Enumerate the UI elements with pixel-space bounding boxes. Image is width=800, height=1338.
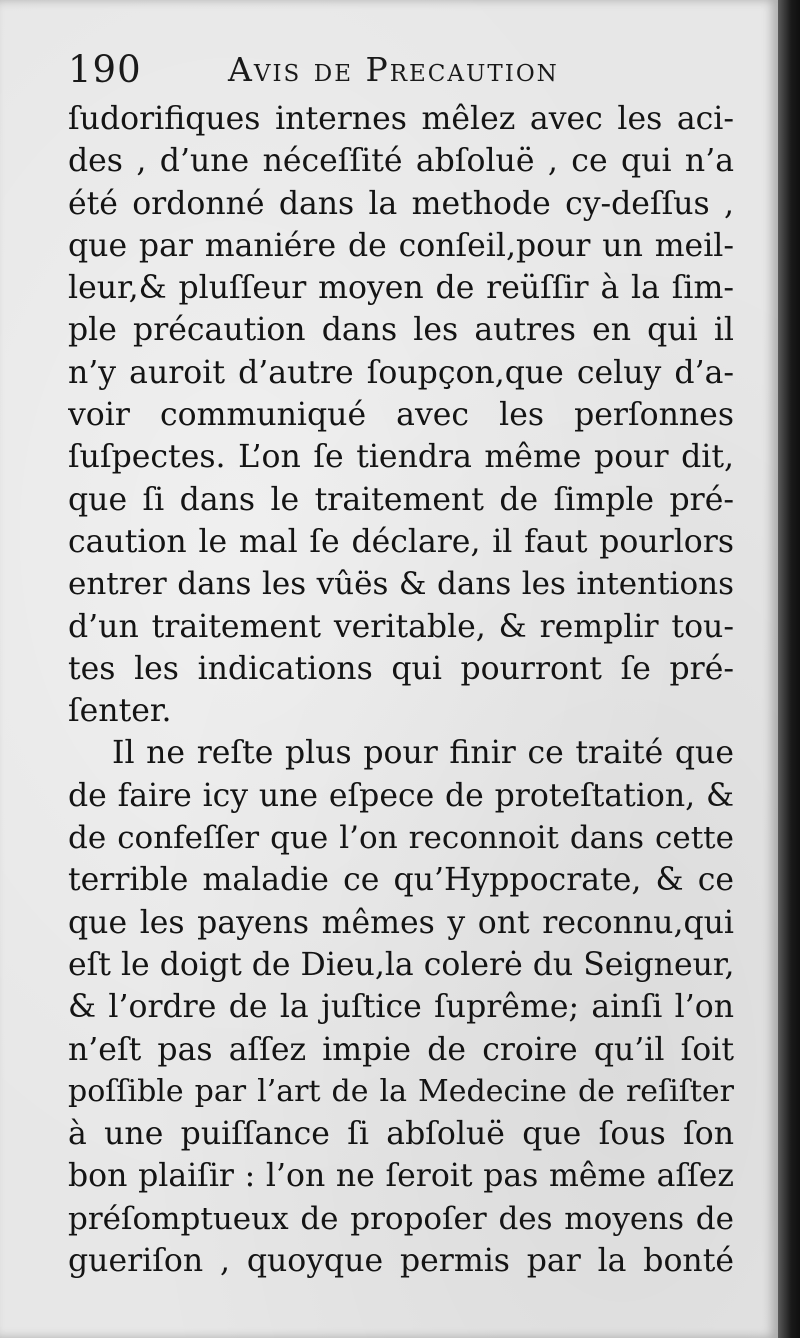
text-line: gueriſon , quoyque permis par la bonté — [68, 1243, 734, 1280]
body-text — [68, 98, 734, 1282]
text-line: n’eſt pas aſſez impie de croire qu’il ſoit — [68, 1031, 734, 1068]
text-line: bon plaiſir : l’on ne ſeroit pas même aſſez — [68, 1158, 734, 1195]
text-line: caution le mal ſe déclare, il faut pourlors — [68, 523, 734, 560]
paragraph-2 — [68, 732, 734, 1282]
text-line: poſſible par l’art de la Medecine de reſiſter — [68, 1073, 734, 1109]
text-line: & l’ordre de la juſtice ſuprême; ainſi l’on — [68, 989, 734, 1026]
text-line: tes les indications qui pourront ſe pré- — [68, 650, 734, 687]
text-line: leur,& pluſſeur moyen de reüſſir à la ſim- — [68, 270, 734, 307]
paragraph-1 — [68, 98, 734, 732]
text-line: Il ne reſte plus pour finir ce traité que — [112, 735, 734, 772]
text-line: voir communiqué avec les perſonnes — [68, 397, 734, 434]
text-line: de faire icy une eſpece de proteſtation, & — [68, 777, 734, 814]
text-line: à une puiſſance ſi abſoluë que ſous ſon — [68, 1116, 734, 1153]
text-line: que par maniére de conſeil,pour un meil- — [68, 227, 734, 264]
page-number: 190 — [68, 48, 142, 91]
text-line: été ordonné dans la methode cy-deſſus , — [68, 185, 734, 222]
text-line: préſomptueux de propoſer des moyens de — [68, 1200, 734, 1237]
text-line: que ſi dans le traitement de ſimple pré- — [68, 481, 734, 518]
text-line: ſuſpectes. L’on ſe tiendra même pour dit, — [68, 439, 734, 476]
page-header — [68, 44, 628, 96]
book-gutter-shadow — [778, 0, 800, 1338]
text-line: entrer dans les vûës & dans les intentions — [68, 566, 734, 603]
text-line: d’un traitement veritable, & remplir tou- — [68, 608, 734, 645]
text-line: que les payens mêmes y ont reconnu,qui — [68, 904, 734, 941]
text-line: eſt le doigt de Dieu,la colerė du Seigneur, — [68, 946, 734, 983]
text-line: terrible maladie ce qu’Hyppocrate, & ce — [68, 862, 734, 899]
text-line: des , d’une néceſſité abſoluë , ce qui n’a — [68, 143, 734, 180]
text-line: n’y auroit d’autre ſoupçon,que celuy d’a- — [68, 354, 734, 391]
text-line: ſudorifiques internes mêlez avec les aci- — [68, 101, 734, 137]
running-title: Avis de Precaution — [228, 50, 559, 89]
text-line: de confeſſer que l’on reconnoit dans cette — [68, 820, 734, 857]
text-line: ſenter. — [68, 693, 172, 730]
text-line: ple précaution dans les autres en qui il — [68, 312, 734, 349]
